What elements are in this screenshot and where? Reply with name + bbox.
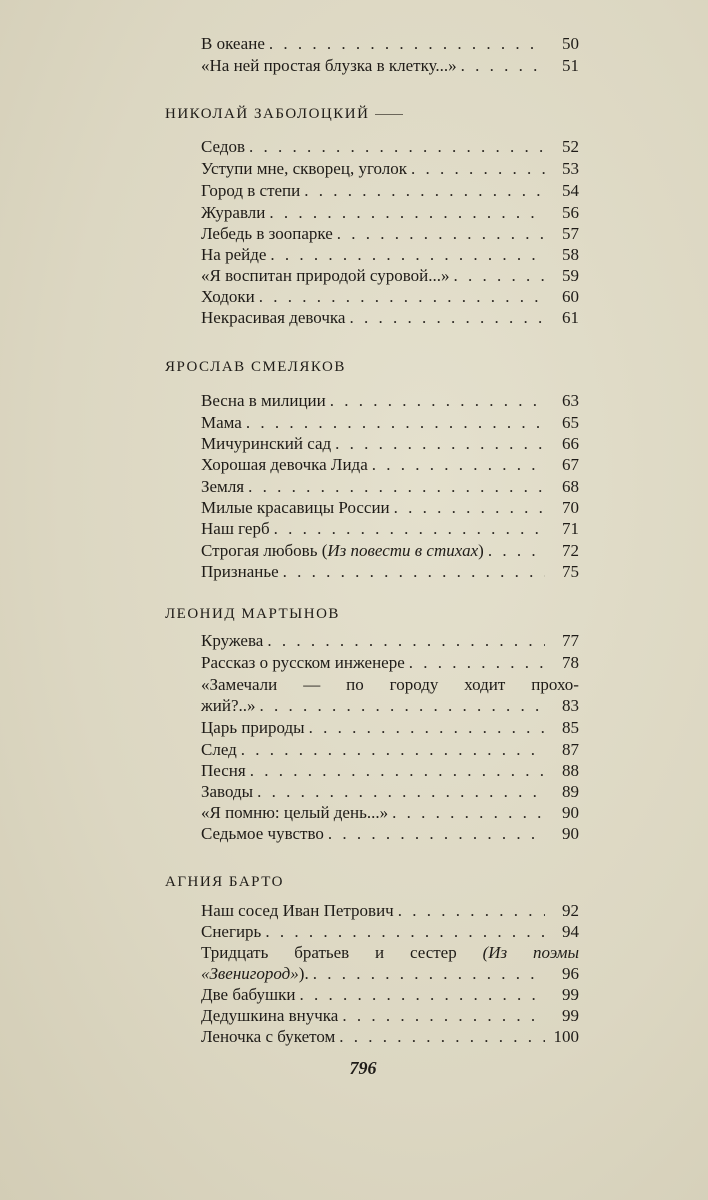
entry-title: «Я воспитан природой суровой...» xyxy=(201,266,450,285)
entry-title: Заводы xyxy=(201,782,254,801)
entry-title-part: Строгая любовь ( xyxy=(201,541,328,560)
entry-title: На рейде xyxy=(201,245,267,264)
entry-word: поэмы xyxy=(532,943,579,962)
entry-page: 63 xyxy=(562,391,579,410)
heading-rule xyxy=(375,114,403,115)
entry-word: по xyxy=(346,675,364,694)
entry-page: 67 xyxy=(562,455,579,474)
toc-entry xyxy=(201,716,579,740)
entry-word: городу xyxy=(389,675,439,694)
dot-leader xyxy=(330,389,545,413)
entry-title: Признанье xyxy=(201,562,279,581)
entry-page: 77 xyxy=(562,631,579,650)
entry-title: Две бабушки xyxy=(201,985,296,1004)
toc-entry xyxy=(201,54,579,78)
toc-entry xyxy=(201,157,579,181)
toc-entry xyxy=(201,179,579,203)
entry-title: Дедушкина внучка xyxy=(201,1006,339,1025)
entry-title: Ходоки xyxy=(201,287,255,306)
entry-word: ходит xyxy=(464,675,506,694)
entry-title: «Я помню: целый день...» xyxy=(201,803,389,822)
dot-leader xyxy=(283,560,545,584)
entry-page: 96 xyxy=(562,964,579,983)
author-heading xyxy=(165,871,284,893)
dot-leader xyxy=(461,54,545,78)
entry-page: 99 xyxy=(562,985,579,1004)
author-name: ЛЕОНИД МАРТЫНОВ xyxy=(165,606,340,622)
entry-page: 100 xyxy=(553,1027,579,1046)
dot-leader xyxy=(339,1025,545,1049)
dot-leader xyxy=(304,179,545,203)
entry-title: Царь природы xyxy=(201,718,305,737)
entry-title: Снегирь xyxy=(201,922,262,941)
entry-title: Рассказ о русском инженере xyxy=(201,653,405,672)
entry-word: Тридцать xyxy=(201,943,269,962)
entry-page: 51 xyxy=(562,56,579,75)
entry-title: След xyxy=(201,740,237,759)
entry-page: 50 xyxy=(562,34,579,53)
author-name: АГНИЯ БАРТО xyxy=(165,874,284,890)
entry-page: 92 xyxy=(562,901,579,920)
entry-title-end: ) xyxy=(478,541,484,560)
entry-title-end: ). xyxy=(298,964,309,983)
entry-title: Хорошая девочка Лида xyxy=(201,455,368,474)
entry-title: Наш сосед Иван Петрович xyxy=(201,901,394,920)
entry-page: 52 xyxy=(562,137,579,156)
page-number: 796 xyxy=(349,1058,377,1078)
author-heading xyxy=(165,356,346,378)
toc-entry xyxy=(201,694,579,718)
toc-entry xyxy=(201,560,579,584)
entry-title-italic: Из повести в стихах xyxy=(327,541,479,560)
entry-page: 65 xyxy=(562,413,579,432)
entry-title: Некрасивая девочка xyxy=(201,308,346,327)
dot-leader xyxy=(249,135,545,159)
dot-leader xyxy=(267,629,545,653)
entry-word: и xyxy=(375,943,385,962)
entry-title: жий?..» xyxy=(201,696,256,715)
entry-title: Город в степи xyxy=(201,181,301,200)
toc-entry xyxy=(201,517,579,541)
entry-word: прохо- xyxy=(531,675,579,694)
entry-word: (Из xyxy=(482,943,508,962)
entry-page: 66 xyxy=(562,434,579,453)
entry-page: 53 xyxy=(562,159,579,178)
entry-title: Земля xyxy=(201,477,245,496)
toc-entry xyxy=(201,32,579,56)
toc-entry xyxy=(201,822,579,846)
entry-title: Журавли xyxy=(201,203,266,222)
entry-title: Седов xyxy=(201,137,246,156)
entry-title: Весна в милиции xyxy=(201,391,326,410)
entry-page: 75 xyxy=(562,562,579,581)
entry-title: Леночка с букетом xyxy=(201,1027,336,1046)
toc-entry xyxy=(201,135,579,159)
entry-word: братьев xyxy=(294,943,350,962)
entry-page: 56 xyxy=(562,203,579,222)
entry-word: сестер xyxy=(409,943,457,962)
entry-title: Кружева xyxy=(201,631,264,650)
entry-page: 59 xyxy=(562,266,579,285)
entry-title: Седьмое чувство xyxy=(201,824,324,843)
dot-leader xyxy=(274,517,545,541)
entry-title: Мама xyxy=(201,413,242,432)
dot-leader xyxy=(260,694,546,718)
entry-page: 60 xyxy=(562,287,579,306)
entry-page: 85 xyxy=(562,718,579,737)
dot-leader xyxy=(309,716,545,740)
dot-leader xyxy=(411,157,545,181)
entry-page: 71 xyxy=(562,519,579,538)
dot-leader xyxy=(372,453,545,477)
entry-page: 58 xyxy=(562,245,579,264)
entry-title: Милые красавицы России xyxy=(201,498,390,517)
entry-page: 87 xyxy=(562,740,579,759)
entry-page: 90 xyxy=(562,803,579,822)
entry-page: 89 xyxy=(562,782,579,801)
entry-page: 68 xyxy=(562,477,579,496)
entry-title-italic: «Звенигород» xyxy=(201,964,299,983)
dot-leader xyxy=(328,822,545,846)
entry-word: — xyxy=(303,675,321,694)
entry-page: 99 xyxy=(562,1006,579,1025)
entry-page: 54 xyxy=(562,181,579,200)
entry-page: 70 xyxy=(562,498,579,517)
entry-page: 57 xyxy=(562,224,579,243)
entry-page: 88 xyxy=(562,761,579,780)
entry-page: 83 xyxy=(562,696,579,715)
dot-leader xyxy=(269,32,545,56)
entry-title: «На ней простая блузка в клетку...» xyxy=(201,56,457,75)
entry-word: «Замечали xyxy=(201,675,278,694)
toc-entry xyxy=(201,389,579,413)
entry-title: Песня xyxy=(201,761,246,780)
author-name: ЯРОСЛАВ СМЕЛЯКОВ xyxy=(165,359,346,375)
toc-entry xyxy=(201,1025,579,1049)
entry-page: 90 xyxy=(562,824,579,843)
dot-leader xyxy=(349,306,545,330)
entry-page: 78 xyxy=(562,653,579,672)
entry-page: 72 xyxy=(562,541,579,560)
toc-entry xyxy=(201,651,579,675)
entry-title: Мичуринский сад xyxy=(201,434,332,453)
entry-title: В океане xyxy=(201,34,265,53)
toc-entry xyxy=(201,453,579,477)
author-heading xyxy=(165,603,340,625)
author-heading xyxy=(165,103,403,125)
author-name: НИКОЛАЙ ЗАБОЛОЦКИЙ xyxy=(165,106,370,122)
toc-entry xyxy=(201,629,579,653)
toc-entry xyxy=(201,306,579,330)
entry-page: 94 xyxy=(562,922,579,941)
entry-title: Уступи мне, скворец, уголок xyxy=(201,159,408,178)
entry-title: Лебедь в зоопарке xyxy=(201,224,333,243)
entry-title: Наш герб xyxy=(201,519,270,538)
entry-page: 61 xyxy=(562,308,579,327)
dot-leader xyxy=(409,651,545,675)
